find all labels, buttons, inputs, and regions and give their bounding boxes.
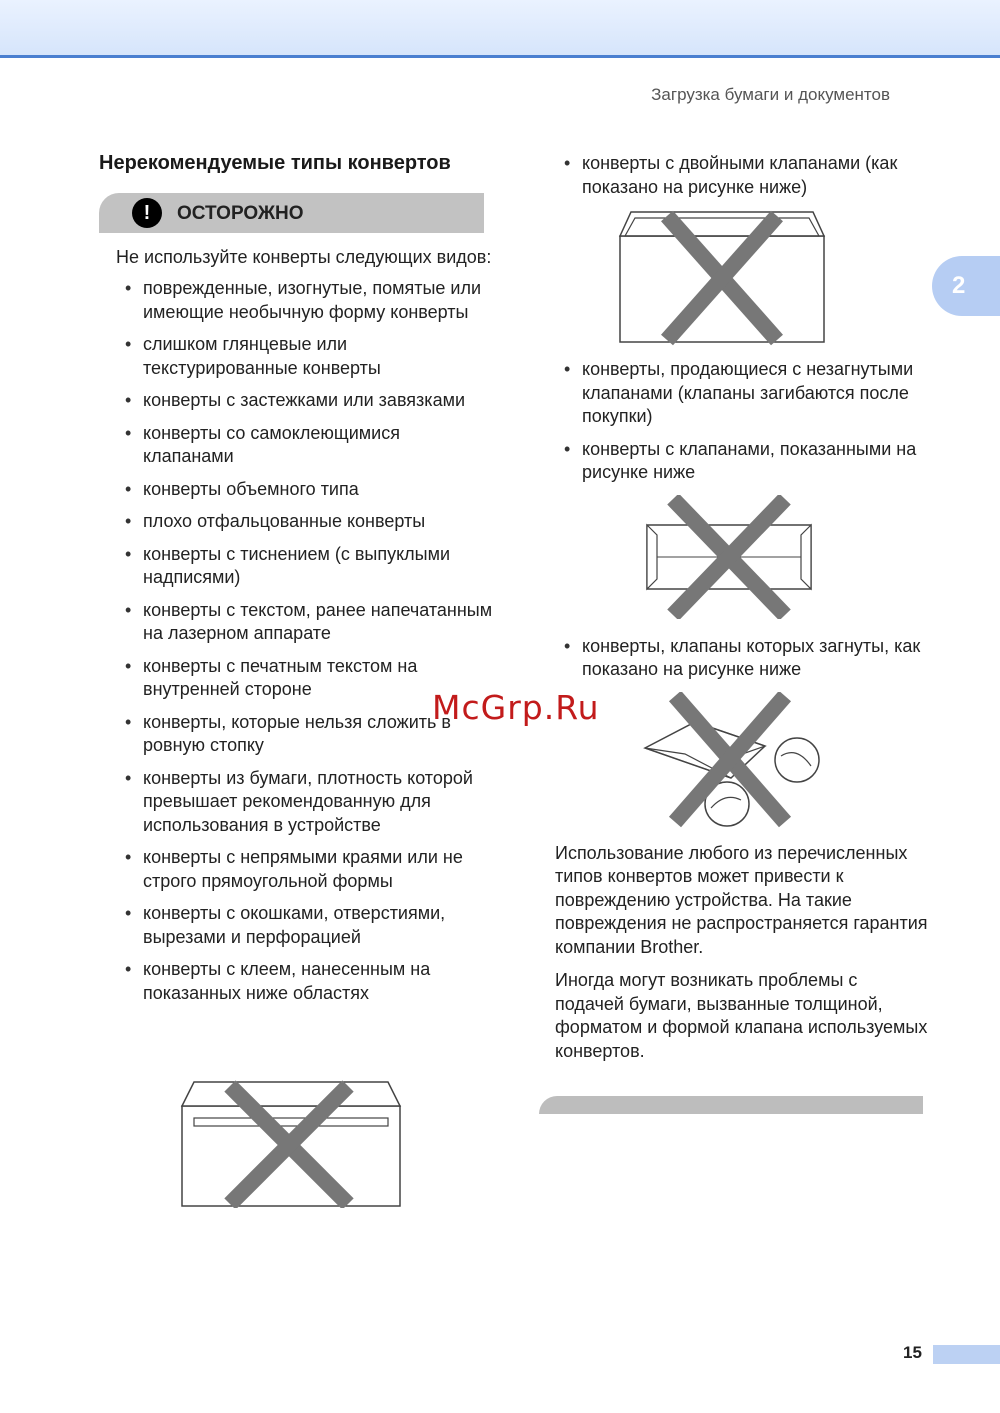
left-column	[99, 152, 494, 1014]
caution-bar	[99, 193, 484, 233]
folded-flap-figure	[635, 692, 825, 828]
list-item: • конверты с окошками, отверстиями, вырезами и перфорацией	[99, 902, 494, 949]
list-item: • конверты из бумаги, плотность которой превышает рекомендованную для использования в устройстве	[99, 767, 494, 838]
chapter-tab[interactable]: 2	[932, 256, 1000, 316]
warning-paragraph: Использование любого из перечисленных типов конвертов может привести к повреждению устройства. На такие повреждения не распространяется гарантия компании Brother.	[555, 842, 928, 957]
list-item: • конверты с клеем, нанесенным на показанных ниже областях	[99, 958, 494, 1005]
header-band	[0, 0, 1000, 58]
double-flap-figure	[617, 208, 827, 346]
right-column	[555, 152, 930, 1073]
list-item: • конверты с застежками или завязками	[99, 389, 494, 413]
list-item: • конверты с непрямыми краями или не строго прямоугольной формы	[99, 846, 494, 893]
page-number: 15	[903, 1343, 922, 1362]
list-item: • конверты, которые нельзя сложить в ровную стопку	[99, 711, 494, 758]
envelope-glue-figure	[180, 1078, 402, 1208]
list-item: • конверты с тиснением (с выпуклыми надписями)	[99, 543, 494, 590]
caution-label: ОСТОРОЖНО	[177, 203, 304, 224]
list-item: • конверты с клапанами, показанными на рисунке ниже	[555, 438, 930, 485]
watermark: McGrp.Ru	[432, 688, 600, 727]
envelope-list-1	[555, 152, 930, 199]
list-item: • конверты с двойными клапанами (как показано на рисунке ниже)	[555, 152, 930, 199]
envelope-list-2	[555, 358, 930, 485]
exclamation-icon: !	[132, 198, 162, 228]
list-item: • конверты, продающиеся с незагнутыми клапанами (клапаны загибаются после покупки)	[555, 358, 930, 429]
list-item: • конверты объемного типа	[99, 478, 494, 502]
list-item: • поврежденные, изогнутые, помятые или имеющие необычную форму конверты	[99, 277, 494, 324]
envelope-list-3	[555, 635, 930, 682]
page-tab	[933, 1345, 1000, 1364]
list-item: • конверты с печатным текстом на внутренней стороне	[99, 655, 494, 702]
caution-end-bar	[539, 1096, 923, 1114]
caution-intro: Не используйте конверты следующих видов:	[116, 247, 492, 267]
info-paragraph: Иногда могут возникать проблемы с подачей бумаги, вызванные толщиной, форматом и формой клапана используемых конвертов.	[555, 970, 928, 1061]
section-title: Нерекомендуемые типы конвертов	[99, 152, 451, 174]
list-item: • конверты с текстом, ранее напечатанным на лазерном аппарате	[99, 599, 494, 646]
list-item: • плохо отфальцованные конверты	[99, 510, 494, 534]
caution-list	[99, 277, 494, 1005]
list-item: • конверты, клапаны которых загнуты, как показано на рисунке ниже	[555, 635, 930, 682]
running-head: Загрузка бумаги и документов	[651, 85, 890, 104]
list-item: • слишком глянцевые или текстурированные конверты	[99, 333, 494, 380]
side-flaps-figure	[643, 495, 815, 619]
list-item: • конверты со самоклеющимися клапанами	[99, 422, 494, 469]
